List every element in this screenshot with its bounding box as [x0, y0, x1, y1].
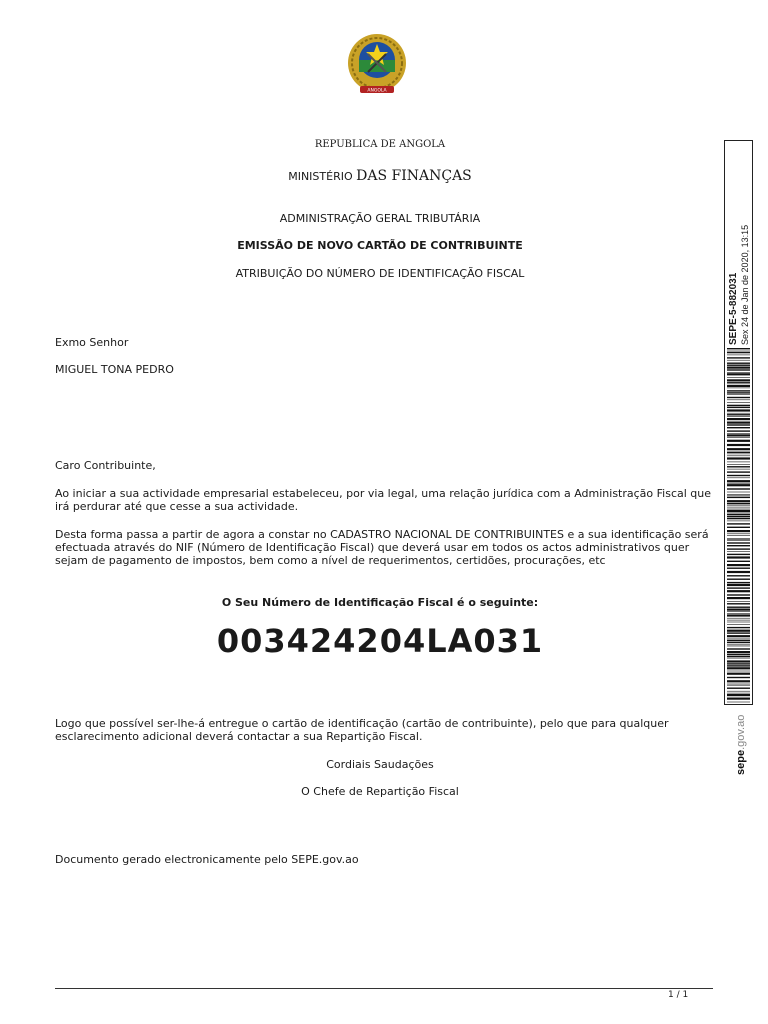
barcode-bar — [727, 372, 750, 373]
greeting: Caro Contribuinte, — [55, 459, 156, 472]
barcode-bar — [727, 430, 750, 431]
barcode-bar — [727, 542, 750, 543]
signatory-title: O Chefe de Repartição Fiscal — [301, 785, 459, 798]
barcode-bar — [727, 365, 750, 366]
emblem-ribbon-text: ANGOLA — [367, 88, 387, 94]
paragraph-1: Ao iniciar a sua actividade empresarial estabeleceu, por via legal, uma relação jurídica com a Administração Fiscal que irá perdurar até que cesse a sua actividade. — [55, 487, 712, 513]
barcode-bar — [727, 601, 750, 602]
barcode-bar — [727, 642, 750, 643]
barcode-bar — [727, 483, 750, 484]
barcode-bar — [727, 392, 750, 393]
barcode-bar — [727, 513, 750, 514]
barcode-bar — [727, 579, 750, 580]
barcode-bar — [727, 594, 750, 595]
barcode-bar — [727, 691, 750, 692]
barcode-bar — [727, 382, 750, 383]
paragraph-3: Logo que possível ser-lhe-á entregue o cartão de identificação (cartão de contribuinte), pelo que para qualquer esclarecimento adicional deverá contactar a sua Repartição Fiscal. — [55, 717, 669, 743]
barcode-bar — [727, 402, 750, 403]
barcode-bar — [727, 416, 750, 417]
barcode-bar — [727, 437, 750, 438]
barcode-bar — [727, 582, 750, 583]
barcode-bar — [727, 480, 750, 482]
barcode-bar — [727, 367, 750, 369]
barcode-bar — [727, 448, 750, 450]
barcode-bar — [727, 622, 750, 623]
barcode-bar — [727, 507, 750, 508]
barcode-bar — [727, 514, 750, 515]
barcode-bar — [727, 400, 750, 401]
barcode-bar — [727, 590, 750, 592]
barcode-bar — [727, 488, 750, 489]
barcode-bar — [727, 373, 750, 375]
barcode-bar — [727, 352, 750, 353]
barcode-bar — [727, 627, 750, 628]
regards: Cordiais Saudações — [326, 758, 434, 771]
sepe-logo — [735, 715, 747, 775]
barcode-bar — [727, 440, 750, 442]
barcode-bar — [727, 518, 750, 519]
attribution-title: ATRIBUIÇÃO DO NÚMERO DE IDENTIFICAÇÃO FISCAL — [235, 267, 525, 280]
barcode-bar — [727, 348, 750, 349]
barcode-bar — [727, 702, 750, 703]
barcode-bar — [727, 377, 750, 378]
nif-label: O Seu Número de Identificação Fiscal é o seguinte: — [221, 596, 539, 609]
barcode-bar — [727, 521, 750, 522]
barcode-bar — [727, 494, 750, 495]
barcode-bar — [727, 457, 750, 459]
barcode — [727, 348, 750, 703]
barcode-bar — [727, 363, 750, 364]
barcode-bar — [727, 484, 750, 486]
barcode-bar — [727, 677, 750, 678]
barcode-bar — [727, 656, 750, 657]
barcode-bar — [727, 405, 750, 406]
barcode-bar — [727, 497, 750, 498]
barcode-bar — [727, 500, 750, 502]
barcode-bar — [727, 492, 750, 493]
barcode-bar — [727, 685, 750, 686]
barcode-bar — [727, 630, 750, 632]
barcode-bar — [727, 433, 750, 434]
barcode-bar — [727, 351, 750, 352]
barcode-bar — [727, 355, 750, 356]
barcode-bar — [727, 688, 750, 689]
barcode-bar — [727, 469, 750, 470]
barcode-bar — [727, 556, 750, 558]
barcode-bar — [727, 603, 750, 604]
barcode-bar — [727, 388, 750, 389]
barcode-bar — [727, 551, 750, 552]
barcode-bar — [727, 698, 750, 700]
barcode-bar — [727, 540, 750, 541]
barcode-bar — [727, 609, 750, 611]
barcode-bar — [727, 357, 750, 358]
barcode-bar — [727, 444, 750, 446]
barcode-bar — [727, 456, 750, 457]
barcode-bar — [727, 632, 750, 633]
barcode-bar — [727, 663, 750, 664]
barcode-bar — [727, 648, 750, 649]
barcode-bar — [727, 545, 750, 546]
barcode-bar — [727, 597, 750, 599]
barcode-bar — [727, 379, 750, 381]
barcode-bar — [727, 654, 750, 655]
paragraph-2: Desta forma passa a partir de agora a constar no CADASTRO NACIONAL DE CONTRIBUINTES e a sua identificação será efectuada através do NIF (Número de Identificação Fiscal) que deverá usar em todos os actos administrativos quer sejam de pagamento de impostos, bem como a nível de requerimentos, certidões, procurações, etc — [55, 528, 709, 567]
barcode-bar — [727, 397, 750, 398]
barcode-bar — [727, 496, 750, 497]
barcode-bar — [727, 527, 750, 528]
barcode-bar — [727, 407, 750, 408]
agt-title: ADMINISTRAÇÃO GERAL TRIBUTÁRIA — [279, 212, 481, 225]
barcode-bar — [727, 503, 750, 504]
sepe-logo-light: .gov.ao — [735, 714, 747, 750]
barcode-bar — [727, 611, 750, 612]
barcode-bar — [727, 414, 750, 415]
barcode-bar — [727, 564, 750, 566]
barcode-bar — [727, 614, 750, 616]
barcode-bar — [727, 635, 750, 637]
barcode-bar — [727, 509, 750, 510]
barcode-bar — [727, 613, 750, 614]
sepe-logo-bold: sepe — [735, 749, 747, 775]
barcode-bar — [727, 385, 750, 387]
barcode-bar — [727, 568, 750, 569]
barcode-bar — [727, 452, 750, 453]
barcode-bar — [727, 658, 750, 659]
barcode-bar — [727, 645, 750, 646]
barcode-bar — [727, 510, 750, 512]
barcode-bar — [727, 571, 750, 573]
barcode-bar — [727, 475, 750, 476]
nif-number: 003424204LA031 — [216, 622, 544, 660]
barcode-bar — [727, 680, 750, 682]
barcode-bar — [727, 422, 750, 424]
barcode-bar — [727, 684, 750, 685]
barcode-bar — [727, 620, 750, 621]
barcode-bar — [727, 665, 750, 666]
ministry-prefix: MINISTÉRIO — [288, 170, 353, 183]
barcode-bar — [727, 478, 750, 479]
barcode-bar — [727, 667, 750, 669]
barcode-bar — [727, 618, 750, 619]
barcode-bar — [727, 360, 750, 361]
barcode-bar — [727, 471, 750, 472]
barcode-bar — [727, 651, 750, 653]
footer-divider — [55, 988, 713, 989]
barcode-bar — [727, 424, 750, 425]
angola-coat-of-arms-icon — [342, 30, 412, 100]
barcode-bar — [727, 454, 750, 455]
barcode-bar — [727, 434, 750, 436]
ministry-title — [0, 168, 760, 184]
barcode-bar — [727, 427, 750, 428]
barcode-bar — [727, 548, 750, 549]
emission-title: EMISSÃO DE NOVO CARTÃO DE CONTRIBUINTE — [237, 239, 523, 252]
barcode-bar — [727, 646, 750, 647]
barcode-bar — [727, 530, 750, 532]
barcode-bar — [727, 538, 750, 539]
barcode-bar — [727, 413, 750, 414]
barcode-bar — [727, 505, 750, 506]
barcode-bar — [727, 464, 750, 465]
ministry-name: DAS FINANÇAS — [356, 168, 472, 184]
barcode-bar — [727, 639, 750, 640]
barcode-bar — [727, 671, 750, 672]
barcode-bar — [727, 561, 750, 562]
barcode-bar — [727, 534, 750, 535]
barcode-bar — [727, 369, 750, 370]
barcode-bar — [727, 539, 750, 540]
republic-title: REPUBLICA DE ANGOLA — [314, 139, 446, 150]
barcode-bar — [727, 660, 750, 662]
document-date: Sex 24 de Jan de 2020, 13:15 — [740, 224, 750, 345]
barcode-bar — [727, 673, 750, 675]
barcode-bar — [727, 466, 750, 467]
page-number: 1 / 1 — [668, 990, 689, 1000]
barcode-bar — [727, 584, 750, 586]
document-code: SEPE-5-882031 — [728, 272, 739, 345]
barcode-bar — [727, 607, 750, 608]
barcode-bar — [727, 535, 750, 536]
barcode-bar — [727, 587, 750, 588]
barcode-bar — [727, 409, 750, 411]
barcode-bar — [727, 390, 750, 391]
barcode-bar — [727, 462, 750, 463]
barcode-bar — [727, 693, 750, 694]
barcode-bar — [727, 394, 750, 395]
barcode-bar — [727, 624, 750, 625]
barcode-bar — [727, 523, 750, 524]
salutation: Exmo Senhor — [55, 336, 129, 349]
barcode-bar — [727, 418, 750, 420]
barcode-bar — [727, 575, 750, 576]
barcode-bar — [727, 516, 750, 517]
generated-note: Documento gerado electronicamente pelo SEPE.gov.ao — [55, 853, 359, 866]
barcode-bar — [727, 694, 750, 696]
barcode-bar — [727, 554, 750, 555]
recipient-name: MIGUEL TONA PEDRO — [55, 363, 174, 376]
barcode-bar — [727, 640, 750, 641]
